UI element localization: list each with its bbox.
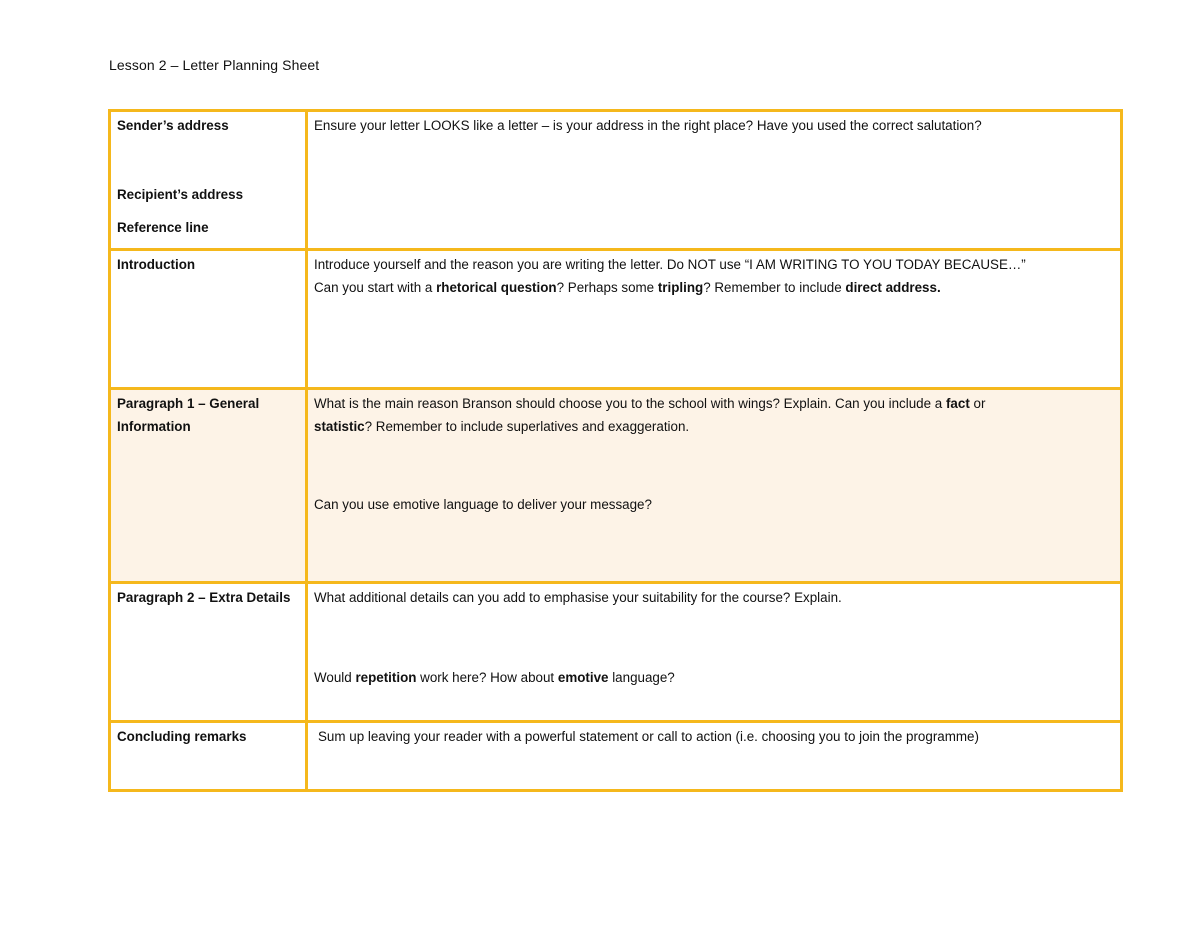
text-run: or — [969, 396, 986, 411]
table-row-sender — [110, 111, 1122, 250]
text-run: . — [936, 279, 941, 295]
keyword-tripling: tripling — [657, 279, 704, 295]
label-cell-introduction — [110, 250, 307, 389]
text-run: Would — [314, 669, 356, 685]
guidance-line — [314, 416, 1114, 439]
label-cell-sender — [110, 111, 307, 250]
guidance-cell-paragraph-1 — [307, 389, 1122, 583]
label-paragraph-2: Paragraph 2 – Extra Details — [117, 590, 291, 605]
guidance-cell-introduction — [307, 250, 1122, 389]
guidance-text: Ensure your letter LOOKS like a letter – is your address in the right place? Have you used the correct salutation? — [314, 118, 982, 133]
label-cell-paragraph-1 — [110, 389, 307, 583]
guidance-line: Sum up leaving your reader with a powerful statement or call to action (i.e. choosing you to join the programme) — [318, 729, 979, 744]
text-run: ? Perhaps some — [556, 279, 658, 295]
text-run: ? Remember to include — [703, 279, 846, 295]
label-introduction: Introduction — [117, 257, 196, 272]
guidance-cell-concluding — [307, 722, 1122, 791]
spacer — [117, 206, 299, 217]
guidance-line: Can you use emotive language to deliver your message? — [314, 497, 652, 512]
spacer — [314, 610, 1114, 667]
table-row-paragraph-1 — [110, 389, 1122, 583]
guidance-line — [314, 393, 1114, 416]
label-paragraph-1: Paragraph 1 – General Information — [117, 396, 260, 434]
text-run: ? Remember to include superlatives and exaggeration. — [364, 418, 690, 434]
table-row-introduction — [110, 250, 1122, 389]
spacer — [117, 138, 299, 184]
text-run: Can you start with a — [314, 279, 437, 295]
keyword-rhetorical-question: rhetorical question — [436, 279, 557, 295]
keyword-fact: fact — [945, 396, 970, 411]
table-row-concluding — [110, 722, 1122, 791]
keyword-emotive: emotive — [557, 669, 609, 685]
guidance-line — [314, 667, 1114, 690]
text-run: language? — [608, 669, 675, 685]
keyword-direct-address: direct address — [845, 279, 937, 295]
label-cell-paragraph-2 — [110, 583, 307, 722]
guidance-line: Introduce yourself and the reason you are writing the letter. Do NOT use “I AM WRITING TO YOU TODAY BECAUSE…” — [314, 257, 1026, 272]
guidance-line: What additional details can you add to emphasise your suitability for the course? Explain. — [314, 590, 842, 605]
label-reference-line: Reference line — [117, 220, 209, 235]
label-recipients-address: Recipient’s address — [117, 186, 244, 202]
text-run: work here? How about — [416, 669, 558, 685]
guidance-cell-paragraph-2 — [307, 583, 1122, 722]
guidance-line — [314, 277, 1114, 300]
keyword-statistic: statistic — [314, 418, 365, 434]
spacer — [314, 438, 1114, 494]
guidance-cell-sender — [307, 111, 1122, 250]
label-concluding-remarks: Concluding remarks — [117, 729, 247, 744]
keyword-repetition: repetition — [355, 669, 417, 685]
page-title: Lesson 2 – Letter Planning Sheet — [109, 57, 320, 73]
label-cell-concluding — [110, 722, 307, 791]
label-senders-address: Sender’s address — [117, 118, 229, 133]
letter-planning-table — [108, 109, 1123, 792]
text-run: What is the main reason Branson should choose you to the school with wings? Explain. Can you include a — [314, 396, 946, 411]
table-row-paragraph-2 — [110, 583, 1122, 722]
